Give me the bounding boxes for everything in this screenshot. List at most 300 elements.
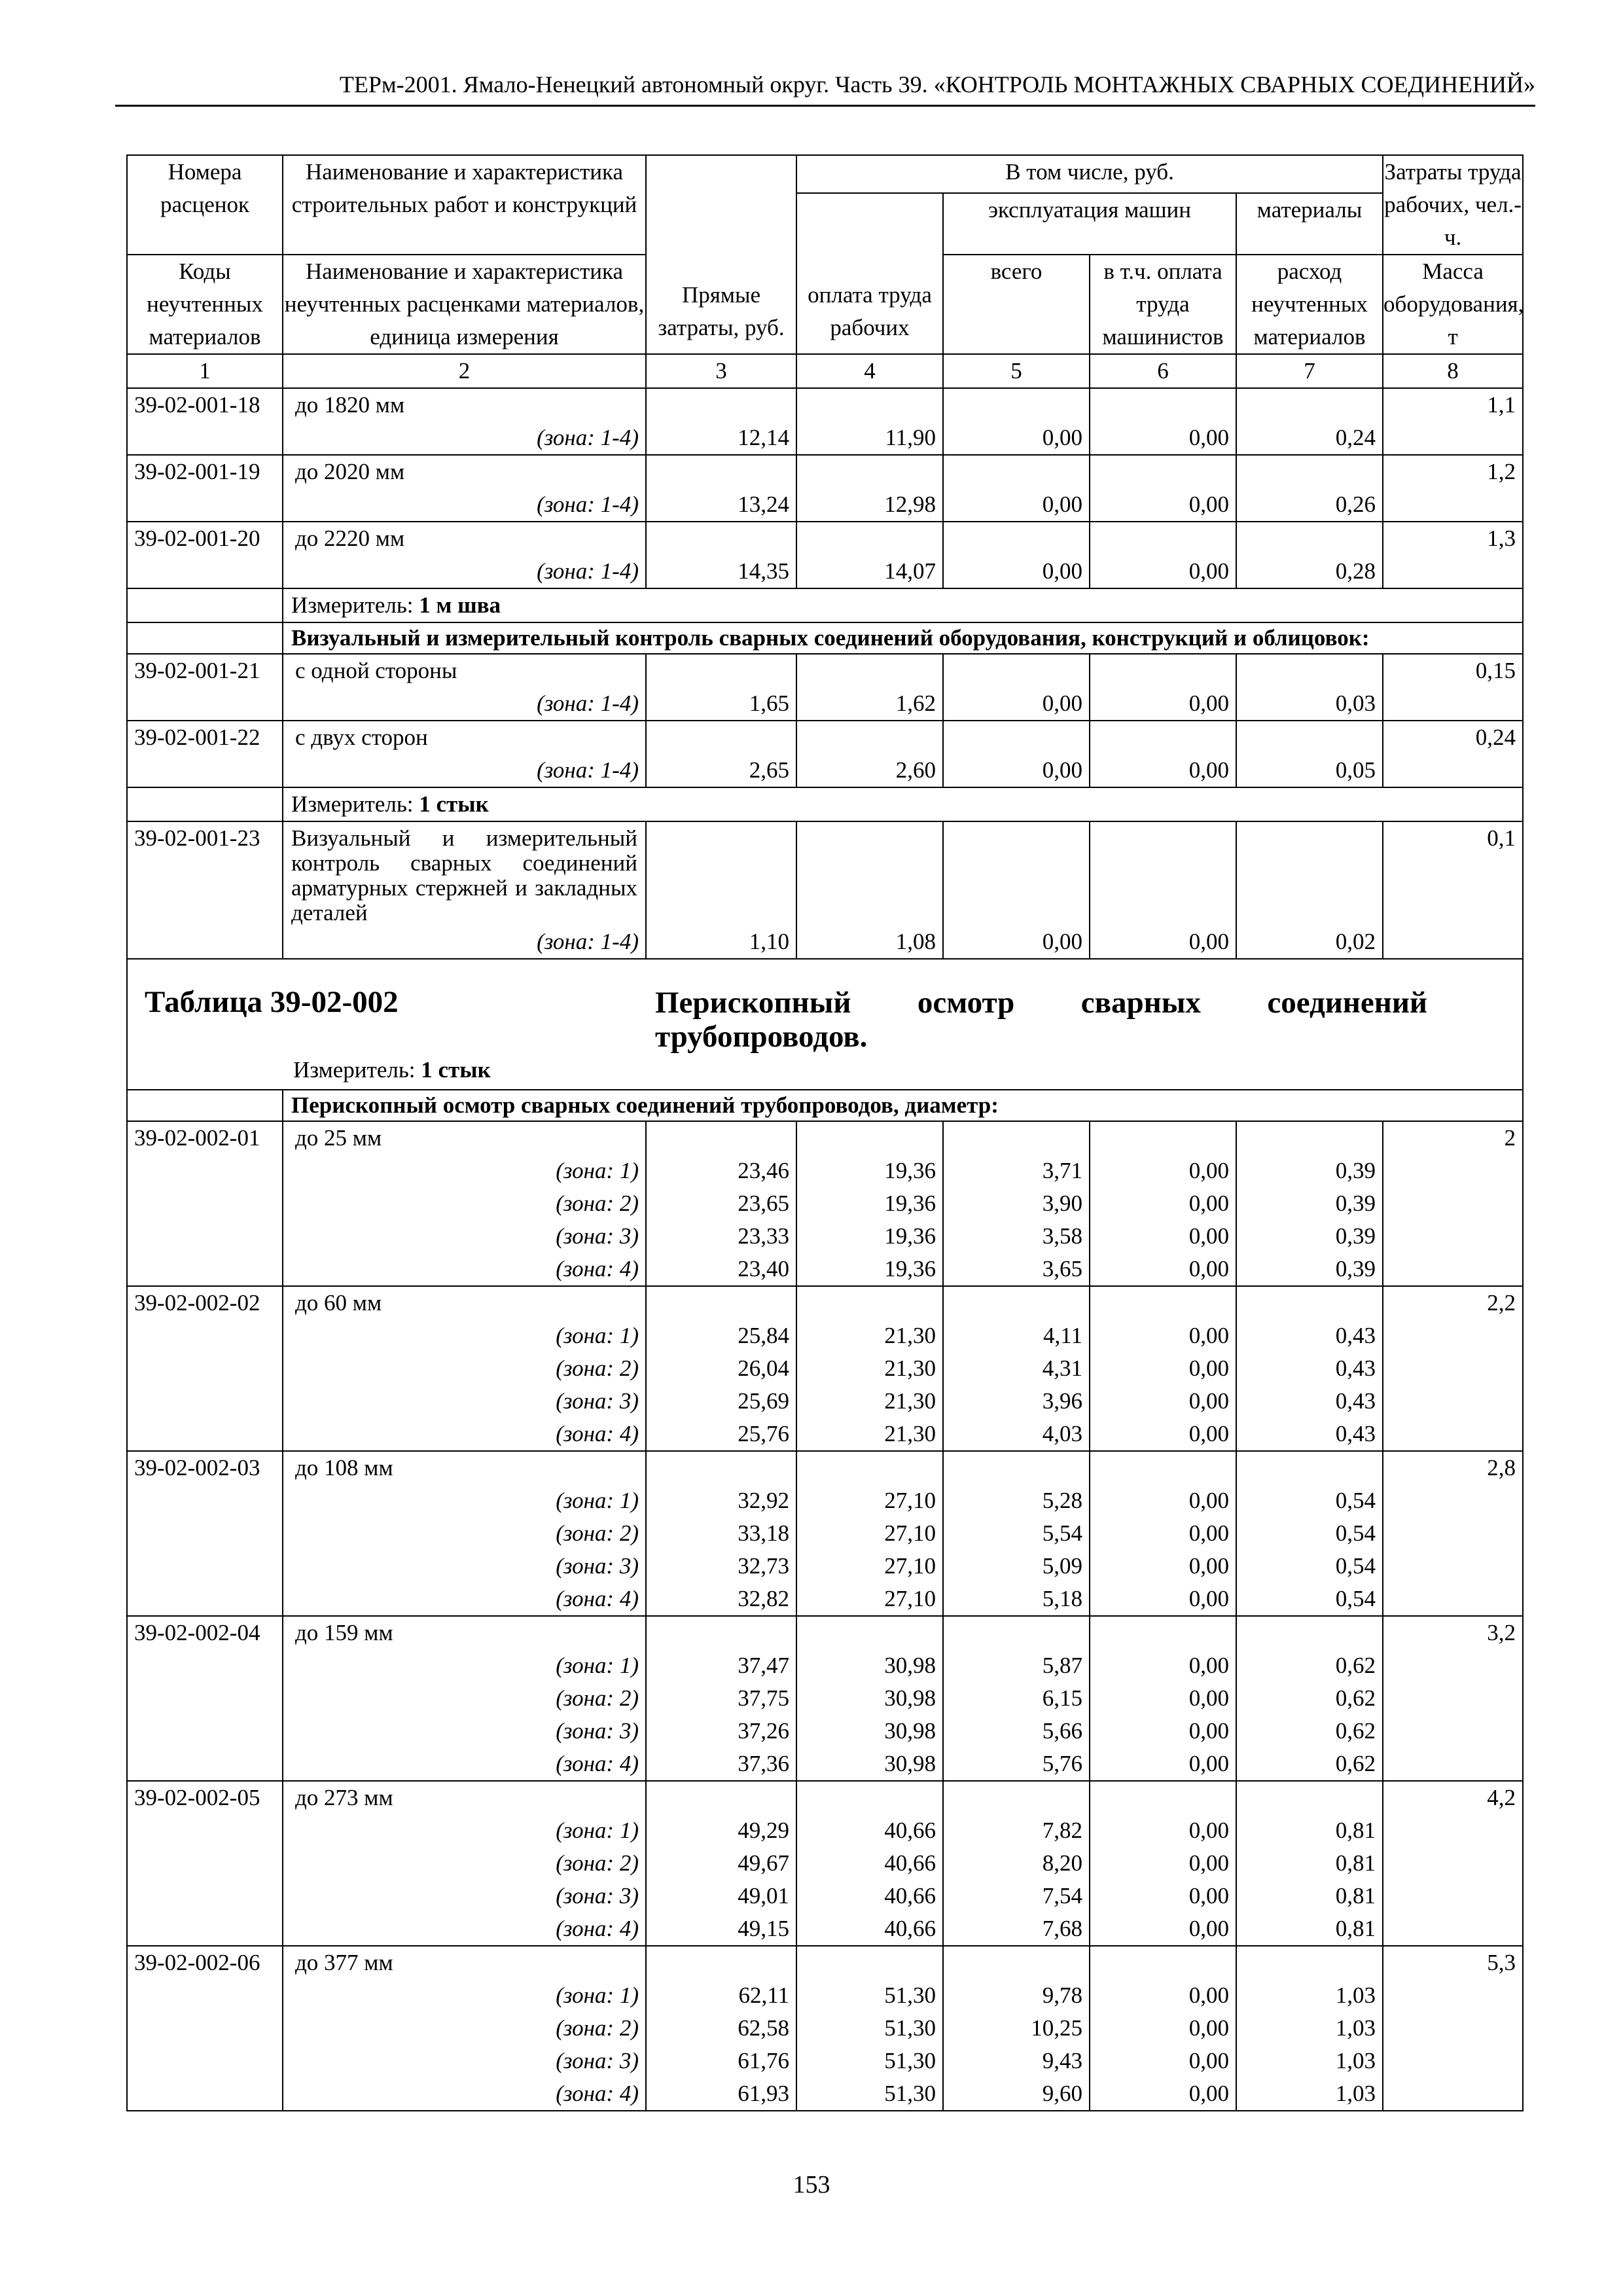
rate-code: 39-02-002-04	[127, 1616, 283, 1781]
rate-name-cell	[283, 1451, 646, 1616]
value: 32,92	[738, 1488, 789, 1513]
value: 23,46	[738, 1158, 789, 1183]
table-row	[127, 821, 1523, 959]
meter-label: Измеритель:	[291, 592, 414, 618]
zone-label: (зона: 1-4)	[537, 929, 639, 954]
value: 0,00	[1188, 1916, 1229, 1941]
value-cell	[943, 1121, 1090, 1286]
value: 0,00	[1188, 1718, 1229, 1744]
value: 5,28	[1042, 1488, 1082, 1513]
table-row	[127, 721, 1523, 787]
value-cell	[1236, 1121, 1383, 1286]
rate-name-cell	[283, 721, 646, 787]
empty-cell	[127, 1090, 283, 1121]
col3-header: Прямые затраты, руб.	[646, 155, 796, 354]
zone-label: (зона: 3)	[556, 1883, 639, 1909]
value: 0,62	[1335, 1685, 1376, 1711]
value: 0,00	[1042, 425, 1082, 450]
value: 8,20	[1042, 1850, 1082, 1876]
value: 1,65	[749, 691, 789, 716]
value: 0,54	[1335, 1520, 1376, 1546]
spacer	[647, 1287, 796, 1319]
section-row	[127, 1090, 1523, 1121]
value: 0,81	[1335, 1883, 1376, 1909]
col4-header: оплата труда рабочих	[796, 193, 943, 354]
rate-name-cell	[283, 1121, 646, 1286]
rate-name: с одной стороны	[295, 658, 457, 683]
value: 0,54	[1335, 1488, 1376, 1513]
labor-value: 5,3	[1487, 1950, 1516, 1975]
value: 0,24	[1335, 425, 1376, 450]
labor-value: 1,2	[1487, 459, 1516, 484]
value: 21,30	[884, 1355, 936, 1381]
value: 26,04	[738, 1355, 789, 1381]
value: 0,00	[1188, 1586, 1229, 1611]
value-cell	[796, 1451, 943, 1616]
rate-name: с двух сторон	[295, 725, 428, 750]
value: 0,43	[1335, 1388, 1376, 1414]
value: 32,73	[738, 1553, 789, 1579]
spacer	[944, 1782, 1089, 1814]
value: 0,00	[1188, 1421, 1229, 1446]
meter-row-cell	[283, 588, 1523, 622]
value: 0,39	[1335, 1191, 1376, 1216]
zone-label: (зона: 4)	[556, 1586, 639, 1611]
col7-header: расход неучтенных материалов	[1236, 255, 1383, 354]
value-cell	[1236, 522, 1383, 588]
rate-name: до 159 мм	[295, 1620, 393, 1645]
value: 0,00	[1188, 2015, 1229, 2041]
value: 0,00	[1188, 492, 1229, 517]
value-cell	[1090, 1451, 1236, 1616]
value: 0,00	[1188, 1883, 1229, 1909]
spacer	[1090, 1122, 1236, 1155]
table-title-row	[127, 959, 1523, 1090]
spacer	[1090, 1452, 1236, 1484]
value-cell	[1090, 388, 1236, 455]
table-number: Таблица 39-02-002	[145, 985, 399, 1019]
value: 0,00	[1188, 929, 1229, 954]
value: 0,39	[1335, 1256, 1376, 1282]
value: 32,82	[738, 1586, 789, 1611]
value: 30,98	[884, 1685, 936, 1711]
zone-label: (зона: 3)	[556, 1553, 639, 1579]
value: 19,36	[884, 1191, 936, 1216]
value: 0,00	[1188, 2081, 1229, 2106]
value: 49,15	[738, 1916, 789, 1941]
meter-label: Измеритель:	[293, 1057, 416, 1083]
materials-header: материалы	[1236, 193, 1383, 255]
section-row-cell: Перископный осмотр сварных соединений трубопроводов, диаметр:	[283, 1090, 1523, 1121]
value: 1,10	[749, 929, 789, 954]
value: 25,69	[738, 1388, 789, 1414]
value: 37,26	[738, 1718, 789, 1744]
value: 49,01	[738, 1883, 789, 1909]
zone-label: (зона: 4)	[556, 1751, 639, 1776]
value: 23,65	[738, 1191, 789, 1216]
value: 25,76	[738, 1421, 789, 1446]
value: 0,00	[1188, 1323, 1229, 1348]
rate-code: 39-02-001-18	[127, 388, 283, 455]
value: 0,43	[1335, 1323, 1376, 1348]
value: 40,66	[884, 1916, 936, 1941]
zone-label: (зона: 4)	[556, 2081, 639, 2106]
value: 0,00	[1188, 1355, 1229, 1381]
table-row	[127, 1781, 1523, 1946]
zone-label: (зона: 1-4)	[537, 757, 639, 783]
zone-label: (зона: 1)	[556, 1982, 639, 2008]
spacer	[1090, 1946, 1236, 1979]
value: 0,00	[1188, 1685, 1229, 1711]
value: 3,65	[1042, 1256, 1082, 1282]
rate-name-cell	[283, 1616, 646, 1781]
value: 0,00	[1188, 1191, 1229, 1216]
value-cell	[1090, 1616, 1236, 1781]
zone-label: (зона: 2)	[556, 2015, 639, 2041]
zone-label: (зона: 1)	[556, 1158, 639, 1183]
rate-code: 39-02-001-22	[127, 721, 283, 787]
zone-label: (зона: 2)	[556, 1685, 639, 1711]
value: 14,07	[884, 558, 936, 584]
table-row	[127, 455, 1523, 522]
value: 4,11	[1043, 1323, 1082, 1348]
col8-header-bottom: Масса оборудования, т	[1383, 255, 1523, 354]
spacer	[647, 1946, 796, 1979]
value: 51,30	[884, 2081, 936, 2106]
value: 61,76	[738, 2048, 789, 2073]
value: 0,62	[1335, 1751, 1376, 1776]
value: 62,58	[738, 2015, 789, 2041]
value: 25,84	[738, 1323, 789, 1348]
value-cell	[1090, 821, 1236, 959]
value-cell	[646, 1121, 796, 1286]
column-number: 1	[127, 354, 283, 388]
value: 0,00	[1188, 1850, 1229, 1876]
value: 5,09	[1042, 1553, 1082, 1579]
table-row	[127, 522, 1523, 588]
value: 0,02	[1335, 929, 1376, 954]
rate-code: 39-02-001-20	[127, 522, 283, 588]
value: 37,75	[738, 1685, 789, 1711]
value: 0,00	[1188, 1256, 1229, 1282]
value: 12,98	[884, 492, 936, 517]
rate-name: до 377 мм	[295, 1950, 393, 1975]
value-cell	[1090, 721, 1236, 787]
spacer	[944, 1946, 1089, 1979]
zone-label: (зона: 3)	[556, 2048, 639, 2073]
spacer	[647, 1617, 796, 1649]
rate-name-cell	[283, 455, 646, 522]
value: 0,00	[1188, 1388, 1229, 1414]
value: 40,66	[884, 1883, 936, 1909]
table-row	[127, 1121, 1523, 1286]
zone-label: (зона: 1-4)	[537, 492, 639, 517]
value: 0,00	[1188, 1553, 1229, 1579]
labor-cost	[1383, 1286, 1523, 1451]
value: 1,03	[1335, 2081, 1376, 2106]
value: 61,93	[738, 2081, 789, 2106]
rate-name: до 273 мм	[295, 1785, 393, 1810]
value: 0,00	[1042, 558, 1082, 584]
empty-cell	[127, 622, 283, 654]
spacer	[1237, 1452, 1382, 1484]
zone-label: (зона: 3)	[556, 1223, 639, 1249]
spacer	[797, 1617, 942, 1649]
rate-name-cell	[283, 388, 646, 455]
labor-cost	[1383, 1946, 1523, 2111]
page-number: 153	[793, 2171, 830, 2198]
column-number: 4	[796, 354, 943, 388]
value-cell	[1236, 1451, 1383, 1616]
value-cell	[646, 821, 796, 959]
meter-row-cell	[283, 787, 1523, 821]
value: 3,96	[1042, 1388, 1082, 1414]
value-cell	[943, 1781, 1090, 1946]
spacer	[647, 1452, 796, 1484]
zone-label: (зона: 1)	[556, 1488, 639, 1513]
rate-name: до 60 мм	[295, 1290, 382, 1316]
spacer	[944, 1122, 1089, 1155]
rate-code: 39-02-002-05	[127, 1781, 283, 1946]
value: 0,00	[1188, 1488, 1229, 1513]
labor-value: 0,1	[1487, 825, 1516, 851]
value-cell	[1090, 1286, 1236, 1451]
value: 0,00	[1188, 757, 1229, 783]
table-name: Перископный осмотр сварных соединений трубопроводов.	[655, 986, 1427, 1054]
group-header: В том числе, руб.	[796, 155, 1383, 193]
column-number: 3	[646, 354, 796, 388]
value-cell	[646, 1946, 796, 2111]
value: 0,81	[1335, 1818, 1376, 1843]
value: 0,62	[1335, 1718, 1376, 1744]
spacer	[1090, 1287, 1236, 1319]
spacer	[1237, 1617, 1382, 1649]
meter-value: 1 стык	[419, 791, 489, 817]
rate-name: до 108 мм	[295, 1455, 393, 1480]
value: 37,36	[738, 1751, 789, 1776]
value-cell	[1236, 1946, 1383, 2111]
section-row-cell: Визуальный и измерительный контроль сварных соединений оборудования, конструкций и облицовок:	[283, 622, 1523, 654]
value-cell	[796, 455, 943, 522]
value-cell	[1090, 1781, 1236, 1946]
column-numbers-row	[127, 354, 1523, 388]
labor-cost	[1383, 1121, 1523, 1286]
spacer	[647, 1122, 796, 1155]
spacer	[944, 1452, 1089, 1484]
value: 51,30	[884, 1982, 936, 2008]
value-cell	[796, 388, 943, 455]
value: 0,00	[1042, 492, 1082, 517]
value: 5,87	[1042, 1653, 1082, 1678]
value: 1,03	[1335, 1982, 1376, 2008]
spacer	[1090, 1782, 1236, 1814]
labor-value: 2	[1504, 1125, 1516, 1151]
value-cell	[943, 1616, 1090, 1781]
value-cell	[943, 821, 1090, 959]
rate-code: 39-02-002-06	[127, 1946, 283, 2111]
meter	[128, 1054, 1522, 1089]
value: 27,10	[884, 1553, 936, 1579]
value-cell	[1090, 1946, 1236, 2111]
rate-code: 39-02-002-01	[127, 1121, 283, 1286]
value: 0,03	[1335, 691, 1376, 716]
spacer	[797, 1287, 942, 1319]
rates-table	[126, 154, 1524, 2111]
labor-value: 0,15	[1475, 658, 1516, 683]
page-header: ТЕРм-2001. Ямало-Ненецкий автономный округ. Часть 39. «КОНТРОЛЬ МОНТАЖНЫХ СВАРНЫХ СОЕДИНЕНИЙ»	[339, 71, 1535, 98]
value: 10,25	[1031, 2015, 1082, 2041]
zone-label: (зона: 2)	[556, 1191, 639, 1216]
empty-cell	[127, 588, 283, 622]
zone-label: (зона: 4)	[556, 1256, 639, 1282]
table-row	[127, 1451, 1523, 1616]
rate-code: 39-02-002-02	[127, 1286, 283, 1451]
spacer	[1237, 1287, 1382, 1319]
value: 0,54	[1335, 1586, 1376, 1611]
table-row	[127, 388, 1523, 455]
value: 0,00	[1188, 1653, 1229, 1678]
value: 2,65	[749, 757, 789, 783]
value-cell	[1236, 821, 1383, 959]
meter-value: 1 м шва	[419, 592, 501, 618]
value: 0,05	[1335, 757, 1376, 783]
value: 5,54	[1042, 1520, 1082, 1546]
zone-label: (зона: 2)	[556, 1355, 639, 1381]
labor-cost	[1383, 1451, 1523, 1616]
table-title-cell	[127, 959, 1523, 1090]
value: 1,03	[1335, 2048, 1376, 2073]
value-cell	[646, 1451, 796, 1616]
value: 49,67	[738, 1850, 789, 1876]
value: 0,43	[1335, 1421, 1376, 1446]
value-cell	[796, 1616, 943, 1781]
value: 0,00	[1188, 425, 1229, 450]
meter-row	[127, 787, 1523, 821]
zone-label: (зона: 4)	[556, 1916, 639, 1941]
value: 30,98	[884, 1653, 936, 1678]
meter-row	[127, 588, 1523, 622]
value: 30,98	[884, 1718, 936, 1744]
rate-name-cell	[283, 1781, 646, 1946]
meter-label: Измеритель:	[291, 791, 414, 817]
value: 21,30	[884, 1421, 936, 1446]
value: 51,30	[884, 2015, 936, 2041]
value: 0,81	[1335, 1850, 1376, 1876]
machines-header: эксплуатация машин	[943, 193, 1236, 255]
value: 3,58	[1042, 1223, 1082, 1249]
value-cell	[646, 1781, 796, 1946]
value-cell	[646, 388, 796, 455]
column-number: 2	[283, 354, 646, 388]
value: 2,60	[895, 757, 936, 783]
labor-value: 1,3	[1487, 526, 1516, 551]
zone-label: (зона: 2)	[556, 1850, 639, 1876]
value: 21,30	[884, 1388, 936, 1414]
table-row	[127, 1946, 1523, 2111]
value-cell	[796, 522, 943, 588]
value-cell	[646, 654, 796, 721]
value: 0,00	[1042, 691, 1082, 716]
labor-cost	[1383, 388, 1523, 455]
value: 49,29	[738, 1818, 789, 1843]
value: 7,82	[1042, 1818, 1082, 1843]
value-cell	[1236, 455, 1383, 522]
table-row	[127, 1616, 1523, 1781]
column-number: 8	[1383, 354, 1523, 388]
rate-name: до 2220 мм	[295, 526, 405, 551]
value-cell	[943, 1286, 1090, 1451]
labor-value: 2,2	[1487, 1290, 1516, 1316]
value: 62,11	[738, 1982, 789, 2008]
value-cell	[646, 455, 796, 522]
value: 0,81	[1335, 1916, 1376, 1941]
value-cell	[1090, 1121, 1236, 1286]
value: 7,68	[1042, 1916, 1082, 1941]
value: 9,78	[1042, 1982, 1082, 2008]
value: 7,54	[1042, 1883, 1082, 1909]
rate-name: Визуальный и измерительный контроль сварных соединений арматурных стержней и закладных деталей	[291, 825, 637, 925]
spacer	[797, 1122, 942, 1155]
rate-name: до 25 мм	[295, 1125, 382, 1151]
spacer	[1237, 1782, 1382, 1814]
empty-cell	[127, 787, 283, 821]
value: 9,43	[1042, 2048, 1082, 2073]
header-rule	[115, 105, 1535, 107]
value: 30,98	[884, 1751, 936, 1776]
value: 19,36	[884, 1223, 936, 1249]
rate-code: 39-02-002-03	[127, 1451, 283, 1616]
value-cell	[1236, 654, 1383, 721]
value: 5,18	[1042, 1586, 1082, 1611]
value-cell	[943, 455, 1090, 522]
value: 0,00	[1042, 929, 1082, 954]
value: 9,60	[1042, 2081, 1082, 2106]
value: 1,62	[895, 691, 936, 716]
value: 40,66	[884, 1850, 936, 1876]
rate-name-cell	[283, 654, 646, 721]
value: 5,66	[1042, 1718, 1082, 1744]
value-cell	[796, 821, 943, 959]
value-cell	[943, 721, 1090, 787]
value: 19,36	[884, 1158, 936, 1183]
value: 0,00	[1188, 2048, 1229, 2073]
col6-header: в т.ч. оплата труда машинистов	[1090, 255, 1236, 354]
col5-header: всего	[943, 255, 1090, 354]
column-number: 7	[1236, 354, 1383, 388]
spacer	[797, 1782, 942, 1814]
col8-header-top: Затраты труда рабочих, чел.-ч.	[1383, 155, 1523, 255]
value: 51,30	[884, 2048, 936, 2073]
value: 6,15	[1042, 1685, 1082, 1711]
value: 23,33	[738, 1223, 789, 1249]
zone-label: (зона: 1)	[556, 1653, 639, 1678]
value: 5,76	[1042, 1751, 1082, 1776]
labor-cost	[1383, 522, 1523, 588]
labor-cost	[1383, 1781, 1523, 1946]
value: 3,71	[1042, 1158, 1082, 1183]
zone-label: (зона: 2)	[556, 1520, 639, 1546]
value-cell	[796, 1121, 943, 1286]
spacer	[944, 1617, 1089, 1649]
value-cell	[1236, 1286, 1383, 1451]
value: 19,36	[884, 1256, 936, 1282]
value: 0,39	[1335, 1223, 1376, 1249]
value-cell	[796, 721, 943, 787]
value: 12,14	[738, 425, 789, 450]
value-cell	[1090, 522, 1236, 588]
value: 0,00	[1188, 1818, 1229, 1843]
rate-name: до 2020 мм	[295, 459, 405, 484]
